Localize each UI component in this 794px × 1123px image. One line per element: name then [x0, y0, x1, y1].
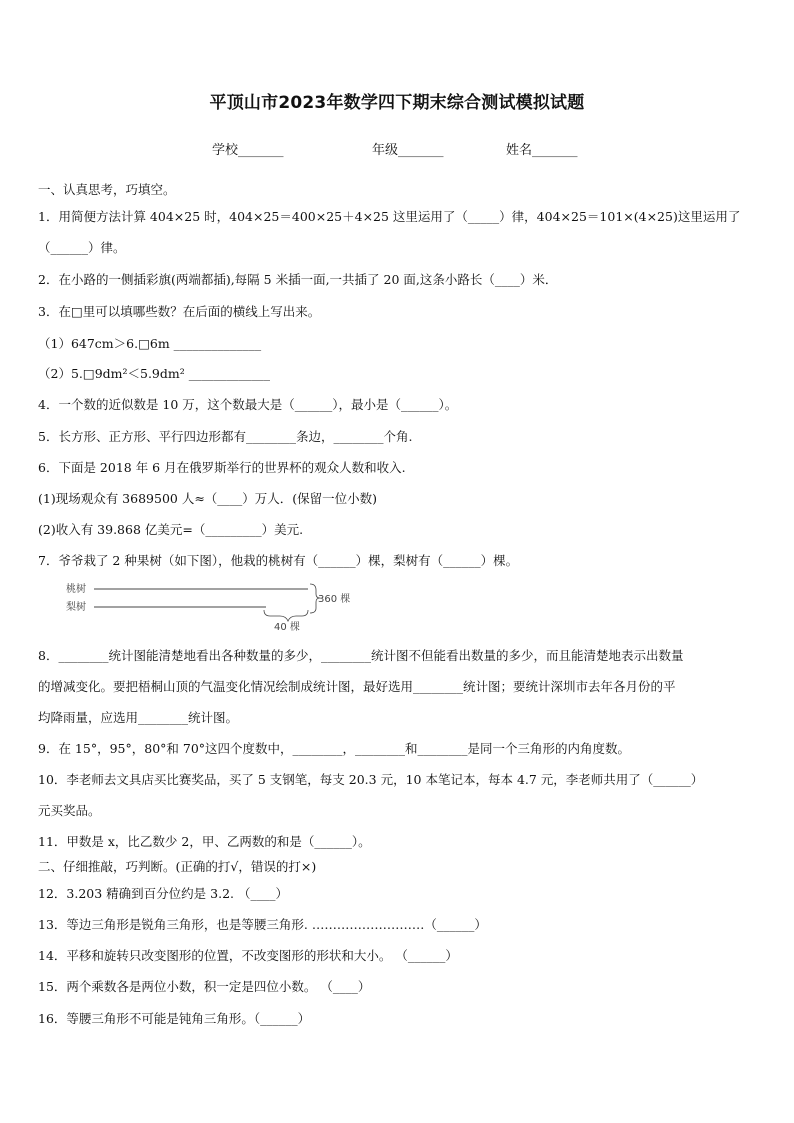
question-3-part-1: （1）647cm＞6.□6m ______________	[38, 336, 262, 351]
question-11: 11．甲数是 x，比乙数少 2，甲、乙两数的和是（______）。	[38, 834, 371, 849]
question-2: 2．在小路的一侧插彩旗(两端都插),每隔 5 米插一面,一共插了 20 面,这条小路长（____）米．	[38, 272, 558, 287]
section-fill-blank: 一、认真思考，巧填空。	[38, 182, 176, 197]
difference-brace	[264, 610, 308, 621]
question-16: 16．等腰三角形不可能是钝角三角形。（______）	[38, 1011, 311, 1026]
question-1-continued: （______）律。	[38, 240, 126, 255]
question-14: 14．平移和旋转只改变图形的位置，不改变图形的形状和大小。 （______）	[38, 948, 458, 963]
question-8: 8．________统计图能清楚地看出各种数量的多少，________统计图不但能看出数量的多少，而且能清楚地表示出数量	[38, 648, 684, 663]
question-13: 13．等边三角形是锐角三角形，也是等腰三角形. ………………………（______）	[38, 917, 487, 932]
total-label: 360 棵	[318, 594, 351, 605]
school-field[interactable]: 学校_______	[212, 143, 284, 158]
difference-label: 40 棵	[274, 622, 300, 632]
question-1: 1．用简便方法计算 404×25 时，404×25＝400×25＋4×25 这里运用了（_____）律，404×25＝101×(4×25)这里运用了	[38, 209, 741, 224]
question-7: 7．爷爷栽了 2 种果树（如下图），他栽的桃树有（______）棵，梨树有（______）棵。	[38, 553, 519, 568]
question-12: 12．3.203 精确到百分位约是 3.2. （____）	[38, 886, 288, 901]
question-10-continued: 元买奖品。	[38, 803, 101, 818]
student-info-row	[0, 139, 794, 159]
section-judgement: 二、仔细推敲，巧判断。(正确的打√，错误的打×)	[38, 859, 317, 874]
question-3-part-2: （2）5.□9dm²＜5.9dm² _____________	[38, 366, 270, 381]
question-4: 4．一个数的近似数是 10 万，这个数最大是（______），最小是（______）。	[38, 397, 458, 412]
tree-count-figure	[60, 580, 380, 632]
question-5: 5．长方形、正方形、平行四边形都有________条边，________个角.	[38, 429, 413, 444]
question-8-continued-1: 的增减变化。要把梧桐山顶的气温变化情况绘制成统计图，最好选用________统计图；要统计深圳市去年各月份的平	[38, 679, 676, 694]
question-3: 3．在□里可以填哪些数？在后面的横线上写出来。	[38, 304, 321, 319]
question-6-part-2: (2)收入有 39.868 亿美元=（_________）美元.	[38, 522, 304, 537]
grade-field[interactable]: 年级_______	[372, 143, 444, 158]
pear-tree-label: 梨树	[66, 602, 86, 613]
page-title: 平顶山市2023年数学四下期末综合测试模拟试题	[209, 93, 585, 113]
question-9: 9．在 15°，95°，80°和 70°这四个度数中，________，________和________是同一个三角形的内角度数。	[38, 741, 631, 756]
question-8-continued-2: 均降雨量，应选用________统计图。	[38, 710, 239, 725]
question-10: 10．李老师去文具店买比赛奖品，买了 5 支钢笔，每支 20.3 元，10 本笔记本，每本 4.7 元，李老师共用了（______）	[38, 772, 704, 787]
question-6: 6．下面是 2018 年 6 月在俄罗斯举行的世界杯的观众人数和收入.	[38, 460, 406, 475]
name-field[interactable]: 姓名_______	[506, 143, 578, 158]
peach-tree-label: 桃树	[66, 584, 86, 595]
question-6-part-1: (1)现场观众有 3689500 人≈（____）万人．(保留一位小数)	[38, 491, 378, 506]
question-15: 15．两个乘数各是两位小数，积一定是四位小数。 （____）	[38, 979, 371, 994]
